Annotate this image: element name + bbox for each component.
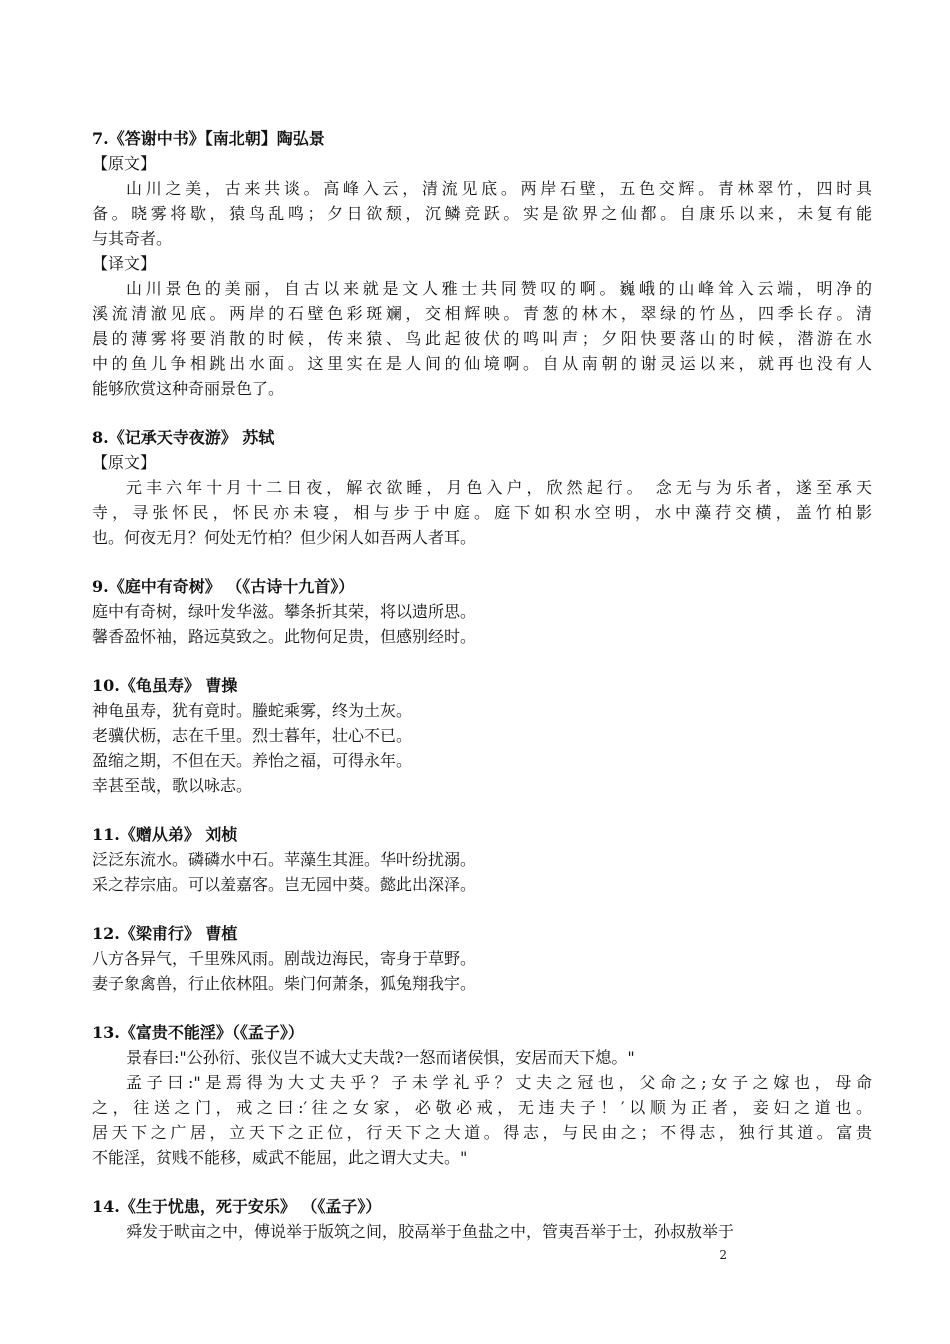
paragraph-line: 能够欣赏这种奇丽景色了。 [92, 379, 285, 398]
verse-line: 老骥伏枥，志在千里。烈士暮年，壮心不已。 [92, 726, 413, 745]
section-label: 【原文】 [92, 154, 157, 173]
section-title: 9.《庭中有奇树》 （《古诗十九首》） [92, 577, 355, 596]
paragraph-line: 不能淫，贫贱不能移，威武不能屈，此之谓大丈夫。" [92, 1148, 468, 1167]
section-title: 13.《富贵不能淫》（《孟子》） [92, 1023, 304, 1042]
paragraph-line: 孟子曰:"是焉得为大丈夫乎？子未学礼乎？丈夫之冠也，父命之;女子之嫁也，母命 [126, 1073, 872, 1092]
paragraph-line: 寺，寻张怀民，怀民亦未寝，相与步于中庭。庭下如积水空明，水中藻荇交横，盖竹柏影 [92, 503, 872, 522]
paragraph-line: 晨的薄雾将要消散的时候，传来猿、鸟此起彼伏的鸣叫声；夕阳快要落山的时候，潜游在水 [92, 329, 872, 348]
page-number: 2 [719, 1248, 727, 1262]
verse-line: 采之荐宗庙。可以羞嘉客。岂无园中葵。懿此出深泽。 [92, 875, 477, 894]
verse-line: 八方各异气，千里殊风雨。剧哉边海民，寄身于草野。 [92, 949, 477, 968]
section-title: 14.《生于忧患，死于安乐》 （《孟子》） [92, 1197, 382, 1216]
paragraph-line: 与其奇者。 [92, 229, 173, 248]
verse-line: 泛泛东流水。磷磷水中石。苹藻生其涯。华叶纷扰溺。 [92, 850, 477, 869]
paragraph-line: 中的鱼儿争相跳出水面。这里实在是人间的仙境啊。自从南朝的谢灵运以来，就再也没有人 [92, 354, 872, 373]
paragraph-line: 居天下之广居，立天下之正位，行天下之大道。得志，与民由之；不得志，独行其道。富贵 [92, 1123, 872, 1142]
verse-line: 幸甚至哉，歌以咏志。 [92, 776, 253, 795]
paragraph-line: 备。晓雾将歇，猿鸟乱鸣；夕日欲颓，沉鳞竞跃。实是欲界之仙都。自康乐以来，未复有能 [92, 204, 872, 223]
verse-line: 馨香盈怀袖，路远莫致之。此物何足贵，但感别经时。 [92, 627, 477, 646]
paragraph-line: 也。何夜无月？何处无竹柏？但少闲人如吾两人者耳。 [92, 528, 477, 547]
verse-line: 神龟虽寿，犹有竟时。螣蛇乘雾，终为土灰。 [92, 701, 413, 720]
paragraph-line: 山川景色的美丽，自古以来就是文人雅士共同赞叹的啊。巍峨的山峰耸入云端，明净的 [126, 279, 872, 298]
verse-line: 妻子象禽兽，行止依林阻。柴门何萧条，狐兔翔我宇。 [92, 974, 477, 993]
section-title: 7.《答谢中书》【南北朝】陶弘景 [92, 129, 325, 148]
section-title: 8.《记承天寺夜游》 苏轼 [92, 428, 275, 447]
paragraph-line: 溪流清澈见底。两岸的石壁色彩斑斓，交相辉映。青葱的林木，翠绿的竹丛，四季长存。清 [92, 304, 872, 323]
paragraph-line: 之，往送之门，戒之曰:′往之女家，必敬必戒，无违夫子！′以顺为正者，妾妇之道也。 [92, 1098, 872, 1117]
verse-line: 庭中有奇树，绿叶发华滋。攀条折其荣，将以遗所思。 [92, 602, 477, 621]
section-title: 11.《赠从弟》 刘桢 [92, 825, 238, 844]
section-label: 【原文】 [92, 453, 157, 472]
paragraph-line: 山川之美，古来共谈。高峰入云，清流见底。两岸石壁，五色交辉。青林翠竹，四时具 [126, 179, 872, 198]
paragraph-line: 元丰六年十月十二日夜，解衣欲睡，月色入户，欣然起行。 念无与为乐者，遂至承天 [126, 478, 872, 497]
section-title: 10.《龟虽寿》 曹操 [92, 676, 238, 695]
section-label: 【译文】 [92, 254, 157, 273]
verse-line: 盈缩之期，不但在天。养怡之福，可得永年。 [92, 751, 413, 770]
paragraph-line: 景春曰:"公孙衍、张仪岂不诚大丈夫哉?一怒而诸侯惧，安居而天下熄。" [126, 1048, 635, 1067]
section-title: 12.《梁甫行》 曹植 [92, 924, 238, 943]
paragraph-line: 舜发于畎亩之中，傅说举于版筑之间，胶鬲举于鱼盐之中，管夷吾举于士，孙叔敖举于 [126, 1222, 735, 1241]
